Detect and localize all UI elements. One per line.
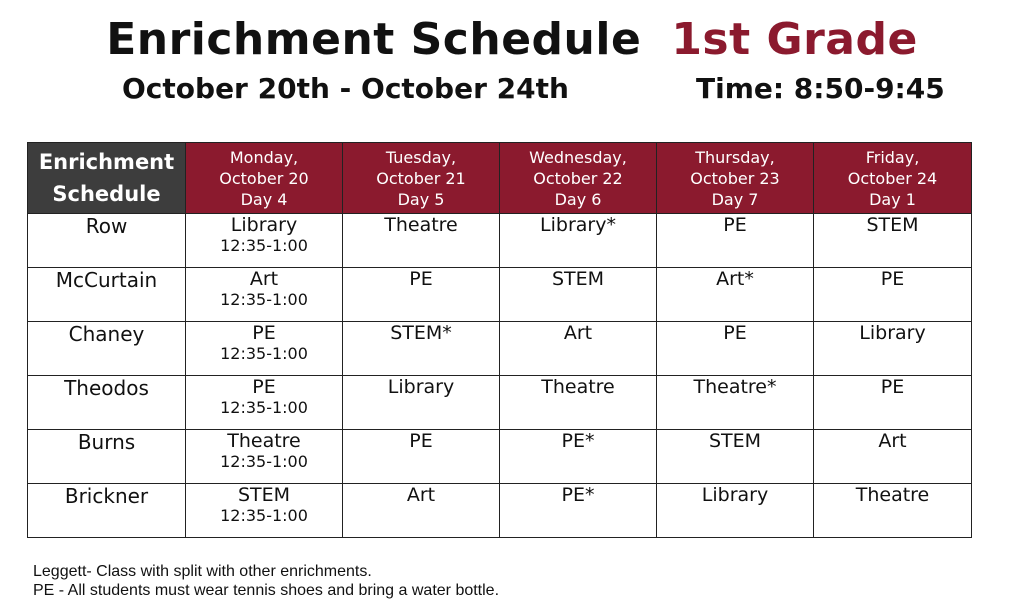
subject-label: STEM: [708, 430, 762, 452]
schedule-cell: [186, 214, 343, 268]
day-date: October 21: [376, 168, 466, 188]
schedule-cell: [186, 430, 343, 484]
schedule-cell: [657, 430, 814, 484]
subject-label: Theatre: [541, 376, 615, 398]
corner-header: [28, 143, 186, 214]
subject-label: Theatre*: [693, 376, 777, 398]
day-header: [657, 143, 814, 214]
day-name: Wednesday,: [529, 147, 627, 167]
teacher-name: Theodos: [28, 376, 186, 430]
schedule-cell: [657, 376, 814, 430]
schedule-cell: [500, 322, 657, 376]
day-number: Day 7: [711, 189, 759, 209]
title-main: Enrichment Schedule: [106, 14, 642, 65]
header-row: [28, 143, 972, 214]
schedule-cell: [186, 376, 343, 430]
day-name: Monday,: [229, 147, 299, 167]
schedule-cell: [657, 322, 814, 376]
table-row: [28, 484, 972, 538]
day-header: [186, 143, 343, 214]
time-label: 12:35-1:00: [220, 344, 308, 363]
schedule-cell: [343, 430, 500, 484]
day-name: Thursday,: [695, 147, 775, 167]
subject-label: PE*: [561, 430, 595, 452]
date-range: October 20th - October 24th: [122, 72, 569, 105]
subject-label: PE: [409, 268, 433, 290]
subject-label: Art: [878, 430, 907, 452]
schedule-cell: [814, 268, 972, 322]
subject-label: STEM*: [390, 322, 452, 344]
subject-label: STEM: [551, 268, 605, 290]
schedule-cell: [814, 214, 972, 268]
subject-label: PE: [723, 214, 747, 236]
subject-label: PE: [252, 376, 276, 398]
day-header: [500, 143, 657, 214]
schedule-cell: [657, 214, 814, 268]
schedule-cell: [814, 322, 972, 376]
day-name: Tuesday,: [385, 147, 457, 167]
day-header: [343, 143, 500, 214]
day-date: October 24: [847, 168, 938, 188]
day-header: [814, 143, 972, 214]
schedule-cell: [186, 322, 343, 376]
subject-label: Theatre: [227, 430, 301, 452]
note-line: Leggett- Class with split with other enrichments.: [33, 563, 372, 580]
subject-label: Art: [406, 484, 436, 506]
teacher-name: Brickner: [28, 484, 186, 538]
subject-label: Art: [249, 268, 279, 290]
title-grade: 1st Grade: [671, 14, 918, 65]
subject-label: PE: [723, 322, 747, 344]
teacher-name: McCurtain: [28, 268, 186, 322]
day-number: Day 5: [397, 189, 445, 209]
schedule-cell: [186, 484, 343, 538]
corner-line: Schedule: [52, 182, 161, 206]
time-label: 12:35-1:00: [220, 236, 308, 255]
table-row: [28, 322, 972, 376]
schedule-table: [27, 142, 972, 538]
subject-label: STEM: [866, 214, 919, 236]
day-number: Day 4: [240, 189, 288, 209]
subject-label: PE: [409, 430, 433, 452]
schedule-cell: [343, 484, 500, 538]
notes: [33, 562, 499, 600]
subject-label: Library: [701, 484, 769, 506]
schedule-cell: [186, 268, 343, 322]
subject-label: PE: [880, 268, 905, 290]
schedule-cell: [500, 214, 657, 268]
subject-label: PE*: [561, 484, 595, 506]
schedule-cell: [343, 268, 500, 322]
schedule-cell: [500, 430, 657, 484]
day-number: Day 6: [554, 189, 602, 209]
day-name: Friday,: [865, 147, 920, 167]
schedule-cell: [343, 322, 500, 376]
subject-label: PE: [880, 376, 905, 398]
table-row: [28, 268, 972, 322]
schedule-cell: [657, 268, 814, 322]
subject-label: Theatre: [855, 484, 930, 506]
day-date: October 22: [533, 168, 623, 188]
subject-label: Library: [387, 376, 455, 398]
time-label: 12:35-1:00: [220, 506, 308, 525]
page-title: [0, 14, 1024, 65]
subject-label: STEM: [237, 484, 291, 506]
teacher-name: Burns: [28, 430, 186, 484]
corner-line: Enrichment: [38, 150, 175, 174]
schedule-cell: [500, 484, 657, 538]
subject-label: Library*: [540, 214, 616, 236]
schedule-cell: [343, 214, 500, 268]
subject-label: Art: [563, 322, 593, 344]
day-date: October 20: [219, 168, 309, 188]
schedule-cell: [814, 376, 972, 430]
subject-label: Art*: [716, 268, 754, 290]
day-date: October 23: [690, 168, 780, 188]
schedule-cell: [500, 268, 657, 322]
subject-label: PE: [252, 322, 276, 344]
teacher-name: Chaney: [28, 322, 186, 376]
table-row: [28, 376, 972, 430]
schedule-cell: [657, 484, 814, 538]
day-number: Day 1: [869, 189, 916, 209]
schedule-cell: [814, 430, 972, 484]
teacher-name: Row: [28, 214, 186, 268]
note-line: PE - All students must wear tennis shoes and bring a water bottle.: [33, 582, 500, 599]
table-row: [28, 430, 972, 484]
schedule-cell: [500, 376, 657, 430]
subject-label: Library: [859, 322, 926, 344]
time-label: 12:35-1:00: [220, 398, 308, 417]
schedule-body: [28, 214, 972, 538]
table-row: [28, 214, 972, 268]
time-label: 12:35-1:00: [220, 290, 308, 309]
subject-label: Theatre: [384, 214, 458, 236]
subject-label: Library: [230, 214, 298, 236]
time-range: Time: 8:50-9:45: [696, 72, 945, 105]
schedule-cell: [343, 376, 500, 430]
schedule-cell: [814, 484, 972, 538]
time-label: 12:35-1:00: [220, 452, 308, 471]
